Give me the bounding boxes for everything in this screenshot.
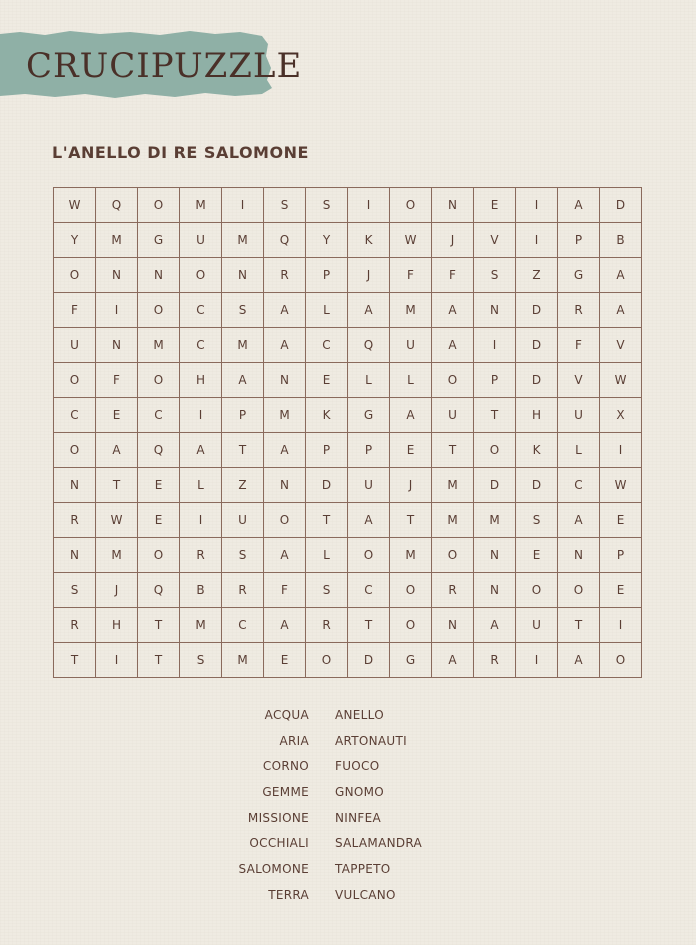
title-banner — [0, 30, 303, 102]
grid-row — [54, 188, 642, 223]
grid-row — [54, 223, 642, 258]
grid-cell: U — [180, 223, 222, 258]
grid-cell: Y — [54, 223, 96, 258]
grid-cell: Z — [516, 258, 558, 293]
grid-cell: E — [390, 433, 432, 468]
grid-cell: O — [138, 538, 180, 573]
grid-cell: A — [600, 258, 642, 293]
grid-cell: O — [390, 188, 432, 223]
word-item: NINFEA — [335, 810, 381, 825]
grid-cell: C — [180, 328, 222, 363]
grid-cell: T — [348, 608, 390, 643]
word-item: OCCHIALI — [249, 836, 309, 851]
grid-cell: T — [474, 398, 516, 433]
page-title: CRUCIPUZZLE — [26, 46, 303, 86]
grid-cell: A — [348, 503, 390, 538]
grid-cell: Q — [138, 573, 180, 608]
grid-cell: B — [600, 223, 642, 258]
grid-cell: D — [348, 643, 390, 678]
grid-cell: C — [558, 468, 600, 503]
grid-cell: U — [516, 608, 558, 643]
grid-cell: I — [348, 188, 390, 223]
grid-cell: I — [516, 643, 558, 678]
grid-cell: S — [306, 573, 348, 608]
grid-row — [54, 363, 642, 398]
grid-cell: N — [54, 468, 96, 503]
grid-cell: I — [516, 188, 558, 223]
grid-cell: P — [222, 398, 264, 433]
grid-cell: A — [558, 188, 600, 223]
grid-cell: O — [516, 573, 558, 608]
grid-cell: L — [558, 433, 600, 468]
word-item: GEMME — [262, 784, 309, 799]
grid-cell: D — [516, 293, 558, 328]
grid-cell: A — [264, 293, 306, 328]
grid-cell: D — [474, 468, 516, 503]
grid-cell: M — [138, 328, 180, 363]
grid-cell: C — [348, 573, 390, 608]
grid-cell: A — [264, 538, 306, 573]
grid-cell: E — [600, 573, 642, 608]
grid-cell: P — [306, 258, 348, 293]
word-item: GNOMO — [335, 784, 385, 799]
grid-cell: O — [432, 538, 474, 573]
grid-cell: A — [264, 328, 306, 363]
grid-cell: A — [558, 503, 600, 538]
grid-cell: Q — [138, 433, 180, 468]
grid-cell: A — [180, 433, 222, 468]
grid-cell: W — [600, 363, 642, 398]
grid-cell: M — [474, 503, 516, 538]
grid-cell: O — [600, 643, 642, 678]
grid-cell: A — [558, 643, 600, 678]
grid-cell: R — [54, 503, 96, 538]
grid-cell: U — [558, 398, 600, 433]
grid-cell: M — [390, 293, 432, 328]
grid-cell: S — [474, 258, 516, 293]
grid-cell: N — [264, 468, 306, 503]
grid-cell: R — [432, 573, 474, 608]
grid-cell: O — [390, 608, 432, 643]
grid-cell: G — [558, 258, 600, 293]
word-list-row — [200, 779, 500, 805]
grid-cell: N — [558, 538, 600, 573]
word-item: ARTONAUTI — [335, 733, 407, 748]
grid-cell: M — [432, 468, 474, 503]
grid-cell: Z — [222, 468, 264, 503]
grid-cell: W — [96, 503, 138, 538]
grid-cell: H — [180, 363, 222, 398]
grid-cell: C — [180, 293, 222, 328]
grid-cell: I — [600, 608, 642, 643]
grid-cell: D — [516, 328, 558, 363]
grid-cell: J — [348, 258, 390, 293]
grid-cell: F — [264, 573, 306, 608]
grid-cell: V — [474, 223, 516, 258]
grid-cell: O — [138, 363, 180, 398]
grid-cell: U — [54, 328, 96, 363]
grid-cell: U — [390, 328, 432, 363]
grid-cell: U — [432, 398, 474, 433]
grid-cell: C — [222, 608, 264, 643]
grid-cell: O — [306, 643, 348, 678]
grid-cell: A — [600, 293, 642, 328]
grid-cell: E — [138, 468, 180, 503]
word-item: MISSIONE — [247, 810, 309, 825]
grid-cell: O — [54, 433, 96, 468]
word-item: VULCANO — [335, 887, 396, 902]
grid-cell: O — [348, 538, 390, 573]
grid-row — [54, 643, 642, 678]
grid-row — [54, 538, 642, 573]
grid-cell: T — [138, 608, 180, 643]
grid-cell: M — [180, 188, 222, 223]
puzzle-title: L'ANELLO DI RE SALOMONE — [52, 143, 309, 162]
grid-cell: M — [96, 223, 138, 258]
word-list-row — [200, 728, 500, 754]
grid-cell: S — [180, 643, 222, 678]
word-item: SALAMANDRA — [335, 836, 423, 851]
grid-cell: C — [306, 328, 348, 363]
grid-cell: J — [390, 468, 432, 503]
grid-cell: O — [390, 573, 432, 608]
grid-cell: J — [96, 573, 138, 608]
grid-cell: N — [222, 258, 264, 293]
grid-cell: T — [138, 643, 180, 678]
grid-cell: S — [222, 293, 264, 328]
grid-cell: C — [138, 398, 180, 433]
grid-cell: N — [432, 188, 474, 223]
grid-cell: R — [474, 643, 516, 678]
grid-cell: A — [432, 643, 474, 678]
grid-cell: K — [516, 433, 558, 468]
grid-cell: I — [180, 503, 222, 538]
grid-cell: A — [222, 363, 264, 398]
grid-cell: K — [306, 398, 348, 433]
grid-row — [54, 608, 642, 643]
grid-row — [54, 328, 642, 363]
grid-cell: I — [516, 223, 558, 258]
grid-cell: F — [96, 363, 138, 398]
grid-cell: F — [432, 258, 474, 293]
word-item: ACQUA — [264, 707, 309, 722]
grid-cell: N — [474, 573, 516, 608]
grid-cell: J — [432, 223, 474, 258]
grid-cell: O — [474, 433, 516, 468]
grid-cell: M — [390, 538, 432, 573]
grid-cell: M — [222, 328, 264, 363]
grid-cell: O — [138, 188, 180, 223]
grid-cell: F — [54, 293, 96, 328]
grid-cell: N — [264, 363, 306, 398]
grid-cell: N — [474, 538, 516, 573]
word-list-row — [200, 702, 500, 728]
grid-cell: A — [432, 328, 474, 363]
grid-cell: L — [306, 293, 348, 328]
grid-cell: I — [222, 188, 264, 223]
grid-cell: S — [516, 503, 558, 538]
grid-cell: M — [264, 398, 306, 433]
grid-cell: I — [600, 433, 642, 468]
grid-cell: E — [306, 363, 348, 398]
grid-cell: A — [96, 433, 138, 468]
grid-cell: O — [54, 258, 96, 293]
word-item: SALOMONE — [238, 861, 309, 876]
grid-cell: W — [390, 223, 432, 258]
grid-cell: F — [390, 258, 432, 293]
grid-cell: F — [558, 328, 600, 363]
grid-cell: T — [306, 503, 348, 538]
grid-cell: N — [474, 293, 516, 328]
grid-cell: H — [516, 398, 558, 433]
grid-cell: T — [96, 468, 138, 503]
grid-cell: T — [390, 503, 432, 538]
grid-cell: W — [600, 468, 642, 503]
grid-cell: D — [516, 468, 558, 503]
grid-cell: S — [222, 538, 264, 573]
grid-cell: P — [348, 433, 390, 468]
grid-cell: U — [222, 503, 264, 538]
grid-cell: N — [138, 258, 180, 293]
word-item: CORNO — [262, 759, 309, 774]
grid-row — [54, 468, 642, 503]
grid-cell: L — [306, 538, 348, 573]
grid-cell: G — [348, 398, 390, 433]
grid-cell: M — [96, 538, 138, 573]
grid-cell: O — [138, 293, 180, 328]
grid-cell: M — [432, 503, 474, 538]
grid-cell: T — [558, 608, 600, 643]
grid-cell: N — [96, 328, 138, 363]
grid-cell: K — [348, 223, 390, 258]
grid-cell: O — [180, 258, 222, 293]
grid-cell: R — [222, 573, 264, 608]
word-list — [200, 702, 500, 908]
grid-cell: R — [54, 608, 96, 643]
word-item: TERRA — [268, 887, 309, 902]
grid-cell: U — [348, 468, 390, 503]
grid-cell: A — [432, 293, 474, 328]
grid-cell: O — [264, 503, 306, 538]
grid-cell: R — [558, 293, 600, 328]
grid-cell: D — [306, 468, 348, 503]
grid-cell: P — [306, 433, 348, 468]
grid-cell: I — [180, 398, 222, 433]
word-item: ARIA — [279, 733, 309, 748]
grid-cell: S — [264, 188, 306, 223]
grid-cell: R — [264, 258, 306, 293]
grid-cell: E — [600, 503, 642, 538]
word-list-row — [200, 882, 500, 908]
grid-cell: Y — [306, 223, 348, 258]
grid-cell: E — [138, 503, 180, 538]
grid-cell: N — [54, 538, 96, 573]
word-list-row — [200, 856, 500, 882]
grid-cell: P — [600, 538, 642, 573]
grid-cell: E — [264, 643, 306, 678]
word-list-row — [200, 805, 500, 831]
grid-cell: N — [96, 258, 138, 293]
grid-cell: D — [600, 188, 642, 223]
grid-cell: B — [180, 573, 222, 608]
grid-cell: X — [600, 398, 642, 433]
word-item: FUOCO — [335, 759, 380, 774]
grid-row — [54, 433, 642, 468]
grid-cell: M — [180, 608, 222, 643]
grid-row — [54, 503, 642, 538]
grid-cell: T — [222, 433, 264, 468]
word-list-row — [200, 753, 500, 779]
grid-cell: H — [96, 608, 138, 643]
grid-cell: A — [474, 608, 516, 643]
grid-cell: A — [390, 398, 432, 433]
grid-cell: V — [600, 328, 642, 363]
grid-row — [54, 293, 642, 328]
grid-row — [54, 573, 642, 608]
grid-cell: A — [264, 608, 306, 643]
grid-row — [54, 398, 642, 433]
grid-cell: C — [54, 398, 96, 433]
grid-cell: M — [222, 223, 264, 258]
grid-cell: D — [516, 363, 558, 398]
grid-cell: E — [474, 188, 516, 223]
word-list-row — [200, 830, 500, 856]
grid-cell: T — [432, 433, 474, 468]
grid-cell: R — [306, 608, 348, 643]
grid-cell: G — [138, 223, 180, 258]
grid-cell: L — [390, 363, 432, 398]
grid-cell: L — [348, 363, 390, 398]
grid-cell: P — [474, 363, 516, 398]
grid-cell: Q — [96, 188, 138, 223]
grid-cell: Q — [264, 223, 306, 258]
grid-cell: R — [180, 538, 222, 573]
grid-cell: O — [54, 363, 96, 398]
grid-cell: O — [558, 573, 600, 608]
word-item: ANELLO — [335, 707, 384, 722]
grid-cell: A — [264, 433, 306, 468]
grid-cell: Q — [348, 328, 390, 363]
word-search-grid — [53, 187, 642, 678]
grid-cell: E — [96, 398, 138, 433]
grid-cell: V — [558, 363, 600, 398]
grid-cell: A — [348, 293, 390, 328]
grid-cell: G — [390, 643, 432, 678]
grid-cell: T — [54, 643, 96, 678]
word-item: TAPPETO — [335, 861, 391, 876]
grid-cell: O — [432, 363, 474, 398]
grid-cell: M — [222, 643, 264, 678]
grid-cell: I — [96, 293, 138, 328]
grid-cell: L — [180, 468, 222, 503]
grid-cell: P — [558, 223, 600, 258]
grid-cell: E — [516, 538, 558, 573]
grid-cell: I — [474, 328, 516, 363]
grid-cell: N — [432, 608, 474, 643]
grid-cell: S — [306, 188, 348, 223]
grid-cell: S — [54, 573, 96, 608]
grid-row — [54, 258, 642, 293]
grid-cell: I — [96, 643, 138, 678]
grid-cell: W — [54, 188, 96, 223]
